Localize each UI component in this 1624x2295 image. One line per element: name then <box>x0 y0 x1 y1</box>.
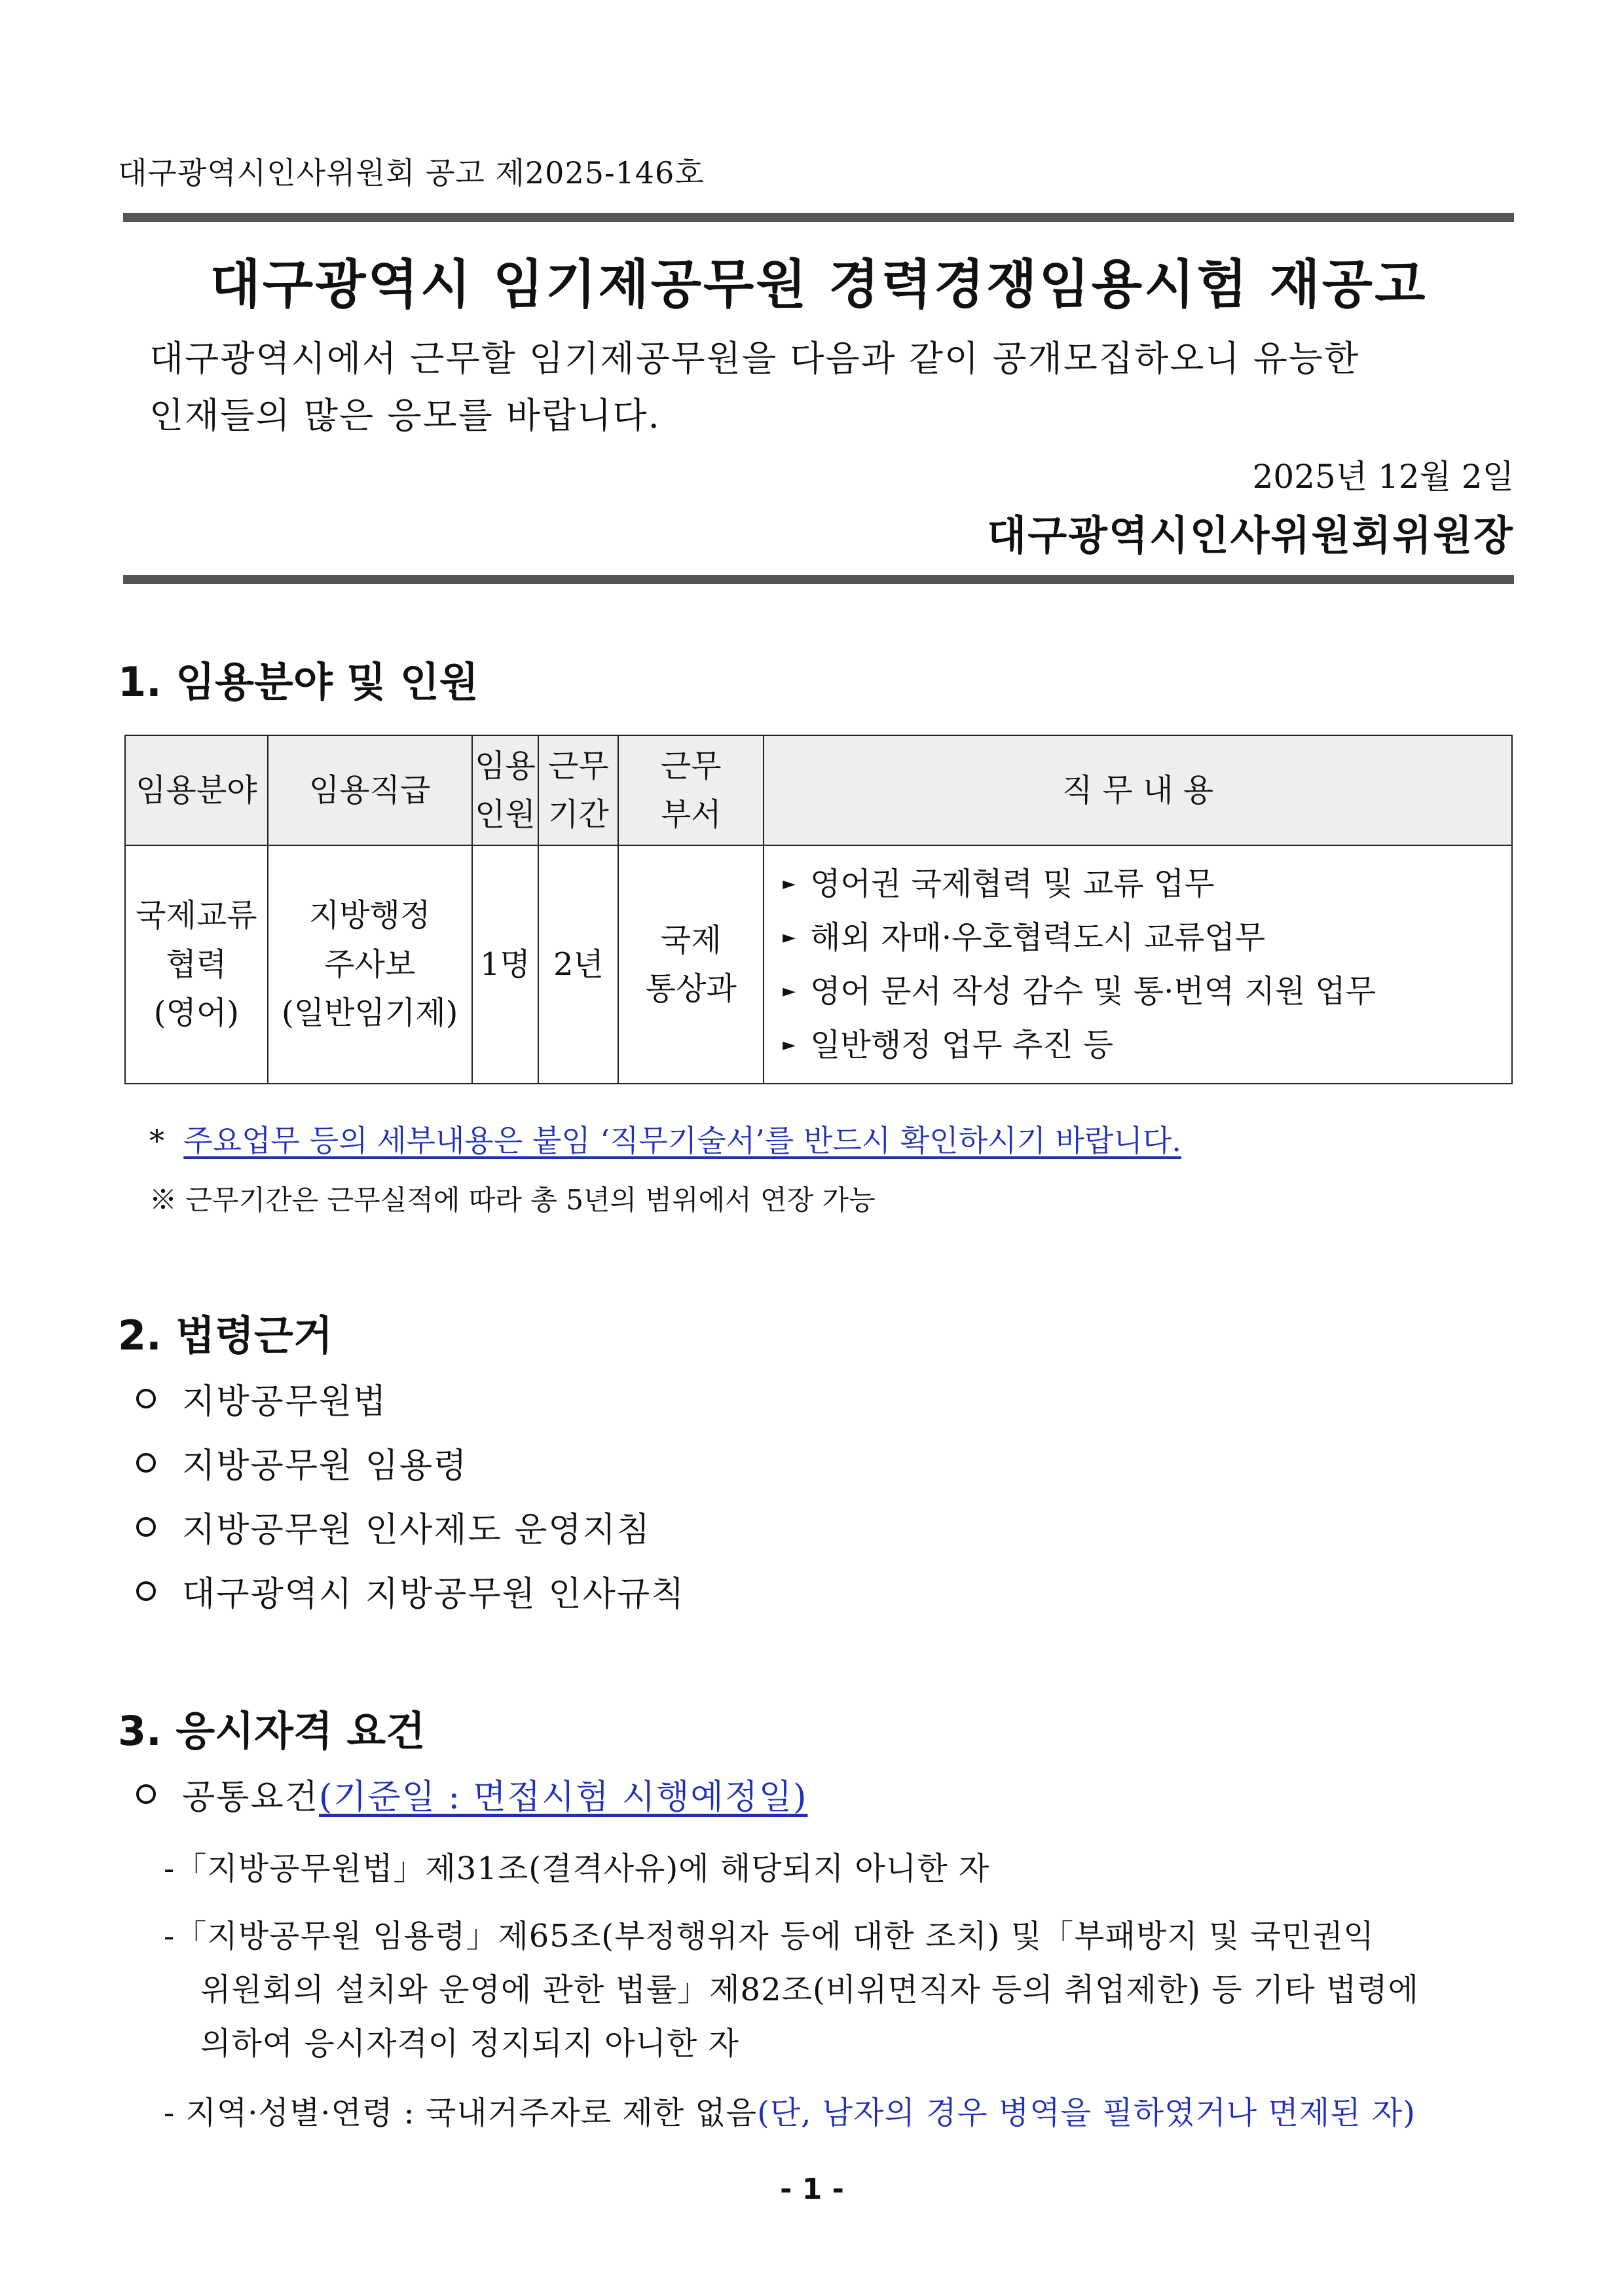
cell-period: 2년 <box>538 845 618 1084</box>
header-dept <box>618 735 764 845</box>
cell-duties <box>764 845 1512 1084</box>
table-header-row <box>125 735 1512 845</box>
cell-rank-line-2: 주사보 <box>324 946 416 983</box>
cell-dept-line-1: 국제 <box>660 921 722 959</box>
military-service-note: (단, 남자의 경우 병역을 필하였거나 면제된 자) <box>757 2095 1416 2131</box>
law-item <box>136 1438 468 1487</box>
triangle-bullet-icon: ► <box>783 982 796 1001</box>
header-count-line-2: 인원 <box>475 796 536 833</box>
notice-date: 2025년 12월 2일 <box>1252 458 1514 496</box>
header-period <box>538 735 618 845</box>
cell-rank <box>268 845 472 1084</box>
header-count-line-1: 임용 <box>475 747 536 784</box>
section-2-heading: 2. 법령근거 <box>118 1312 333 1359</box>
circle-bullet-icon <box>136 1784 156 1804</box>
common-requirements <box>136 1769 807 1818</box>
cell-rank-line-3: (일반임기제) <box>282 995 458 1032</box>
duty-text: 해외 자매·우호협력도시 교류업무 <box>810 919 1266 956</box>
page-number: - 1 - <box>780 2173 844 2206</box>
cell-dept-line-2: 통상과 <box>645 970 737 1007</box>
cell-field <box>125 845 268 1084</box>
header-duties: 직 무 내 용 <box>764 735 1512 845</box>
circle-bullet-icon <box>136 1517 156 1537</box>
extension-note: ※ 근무기간은 근무실적에 따라 총 5년의 범위에서 연장 가능 <box>149 1184 876 1216</box>
section-3-heading: 3. 응시자격 요건 <box>118 1707 426 1755</box>
cell-field-line-1: 국제교류 <box>136 897 257 934</box>
requirement-3-text: - 지역·성별·연령 : 국내거주자로 제한 없음 <box>164 2095 758 2131</box>
cell-rank-line-1: 지방행정 <box>308 897 431 934</box>
reference-date-note: (기준일 : 면접시험 시행예정일) <box>318 1778 808 1817</box>
law-item-text: 지방공무원법 <box>182 1382 388 1422</box>
cell-field-line-3: (영어) <box>153 995 239 1032</box>
intro-line-1: 대구광역시에서 근무할 임기제공무원을 다음과 같이 공개모집하오니 유능한 <box>149 338 1360 379</box>
requirement-1: -「지방공무원법」제31조(결격사유)에 해당되지 아니한 자 <box>164 1850 990 1887</box>
requirement-2-line-1: -「지방공무원 임용령」제65조(부정행위자 등에 대한 조치) 및「부패방지 및 국민권익 <box>164 1918 1375 1955</box>
header-count <box>472 735 539 845</box>
circle-bullet-icon <box>136 1581 156 1601</box>
duty-item <box>783 1018 1511 1072</box>
triangle-bullet-icon: ► <box>783 1035 796 1055</box>
circle-bullet-icon <box>136 1389 156 1408</box>
header-period-line-2: 기간 <box>548 796 609 833</box>
triangle-bullet-icon: ► <box>783 928 796 947</box>
common-requirements-label: 공통요건 <box>182 1778 319 1817</box>
requirement-3 <box>164 2087 1416 2133</box>
cell-dept <box>618 845 764 1084</box>
requirement-2-line-3: 의하여 응시자격이 정지되지 아니한 자 <box>200 2025 739 2062</box>
duty-text: 영어 문서 작성 감수 및 통·번역 지원 업무 <box>810 973 1376 1010</box>
duty-item <box>783 857 1511 911</box>
job-description-note-text: 주요업무 등의 세부내용은 붙임 ‘직무기술서’를 반드시 확인하시기 바랍니다. <box>183 1123 1181 1158</box>
law-item-text: 지방공무원 인사제도 운영지침 <box>182 1511 652 1550</box>
law-item-text: 대구광역시 지방공무원 인사규칙 <box>182 1575 686 1614</box>
job-description-note <box>149 1117 1181 1160</box>
triangle-bullet-icon: ► <box>783 874 796 894</box>
requirement-2-line-2: 위원회의 설치와 운영에 관한 법률」제82조(비위면직자 등의 취업제한) 등 기타 법령에 <box>200 1972 1419 2008</box>
duty-item <box>783 964 1511 1018</box>
top-divider <box>123 213 1514 222</box>
duty-item <box>783 911 1511 964</box>
header-rank: 임용직급 <box>268 735 472 845</box>
circle-bullet-icon <box>136 1453 156 1473</box>
header-dept-line-2: 부서 <box>660 796 722 833</box>
section-1-heading: 1. 임용분야 및 인원 <box>118 658 479 706</box>
header-period-line-1: 근무 <box>548 747 609 784</box>
issuer: 대구광역시인사위원회위원장 <box>987 511 1514 559</box>
duty-text: 영어권 국제협력 및 교류 업무 <box>810 866 1215 902</box>
cell-field-line-2: 협력 <box>166 946 227 983</box>
law-item <box>136 1502 651 1551</box>
duty-text: 일반행정 업무 추진 등 <box>810 1027 1114 1063</box>
note-asterisk: * <box>149 1123 164 1158</box>
recruitment-table <box>124 735 1513 1084</box>
header-dept-line-1: 근무 <box>660 747 722 784</box>
header-bottom-divider <box>123 575 1514 584</box>
table-row <box>125 845 1512 1084</box>
page-title: 대구광역시 임기제공무원 경력경쟁임용시험 재공고 <box>210 253 1428 315</box>
law-item <box>136 1566 685 1615</box>
notice-number: 대구광역시인사위원회 공고 제2025-146호 <box>118 155 705 191</box>
intro-line-2: 인재들의 많은 응모를 바랍니다. <box>149 395 661 436</box>
header-field: 임용분야 <box>125 735 268 845</box>
law-item-text: 지방공무원 임용령 <box>182 1446 468 1486</box>
cell-count: 1명 <box>472 845 539 1084</box>
law-item <box>136 1374 387 1423</box>
